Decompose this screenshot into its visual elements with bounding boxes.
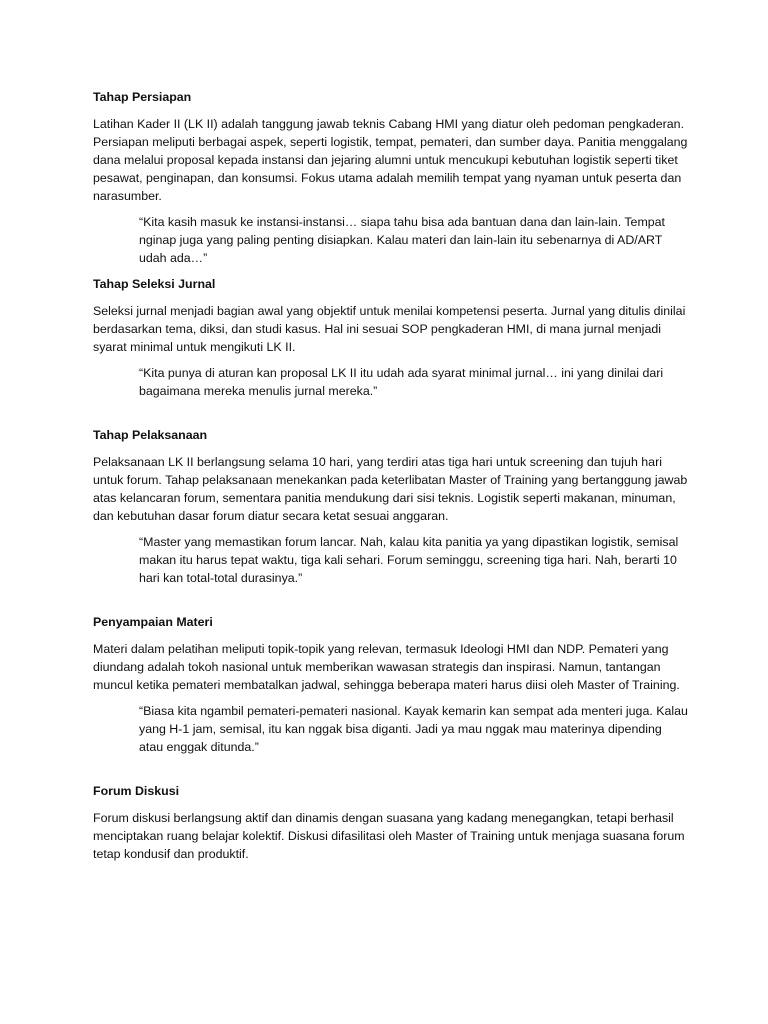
section-paragraph: Pelaksanaan LK II berlangsung selama 10 hari, yang terdiri atas tiga hari untuk screening dan tujuh hari untuk forum. Tahap pelaksanaan menekankan pada keterlibatan Master of Training yang bertanggung jawab atas kelancaran forum, sementara panitia mendukung dari sisi teknis. Logistik seperti makanan, minuman, dan kebutuhan dasar forum diatur secara ketat sesuai anggaran. xyxy=(93,455,688,523)
section-quote: “Master yang memastikan forum lancar. Nah, kalau kita panitia ya yang dipastikan logistik, semisal makan itu harus tepat waktu, tiga kali sehari. Forum seminggu, screening tiga hari. Nah, berarti 10 hari kan total-total durasinya.” xyxy=(139,535,679,585)
section-title: Tahap Persiapan xyxy=(93,90,192,104)
section-forum-diskusi xyxy=(93,782,688,863)
section-paragraph: Latihan Kader II (LK II) adalah tanggung jawab teknis Cabang HMI yang diatur oleh pedoman pengkaderan. Persiapan meliputi berbagai aspek, seperti logistik, tempat, pemateri, dan sumber daya. Panitia menggalang dana melalui proposal kepada instansi dan jejaring alumni untuk mencukupi kebutuhan logistik seperti tiket pesawat, penginapan, dan konsumsi. Fokus utama adalah memilih tempat yang nyaman untuk peserta dan narasumber. xyxy=(93,117,688,203)
spacer xyxy=(93,587,688,613)
section-quote: “Biasa kita ngambil pemateri-pemateri nasional. Kayak kemarin kan sempat ada menteri juga. Kalau yang H-1 jam, semisal, itu kan nggak bisa diganti. Jadi ya mau nggak mau materinya dipending atau enggak ditunda.” xyxy=(139,704,688,754)
section-quote: “Kita kasih masuk ke instansi-instansi… siapa tahu bisa ada bantuan dana dan lain-lain. Tempat nginap juga yang paling penting disiapkan. Kalau materi dan lain-lain itu sebenarnya di AD/ART udah ada…” xyxy=(139,215,665,265)
section-tahap-pelaksanaan xyxy=(93,426,688,587)
section-tahap-seleksi-jurnal xyxy=(93,275,688,400)
section-paragraph: Materi dalam pelatihan meliputi topik-topik yang relevan, termasuk Ideologi HMI dan NDP. Pemateri yang diundang adalah tokoh nasional untuk memberikan wawasan strategis dan inspirasi. Namun, tantangan muncul ketika pemateri membatalkan jadwal, sehingga beberapa materi harus diisi oleh Master of Training. xyxy=(93,642,680,692)
section-penyampaian-materi xyxy=(93,613,688,756)
section-title: Penyampaian Materi xyxy=(93,615,213,629)
section-paragraph: Seleksi jurnal menjadi bagian awal yang objektif untuk menilai kompetensi peserta. Jurnal yang ditulis dinilai berdasarkan tema, diksi, dan studi kasus. Hal ini sesuai SOP pengkaderan HMI, di mana jurnal menjadi syarat minimal untuk mengikuti LK II. xyxy=(93,304,686,354)
section-title: Tahap Seleksi Jurnal xyxy=(93,277,216,291)
section-tahap-persiapan xyxy=(93,88,688,267)
section-title: Forum Diskusi xyxy=(93,784,180,798)
section-paragraph: Forum diskusi berlangsung aktif dan dinamis dengan suasana yang kadang menegangkan, tetapi berhasil menciptakan ruang belajar kolektif. Diskusi difasilitasi oleh Master of Training untuk menjaga suasana forum tetap kondusif dan produktif. xyxy=(93,811,685,861)
spacer xyxy=(93,756,688,782)
section-quote: “Kita punya di aturan kan proposal LK II itu udah ada syarat minimal jurnal… ini yang dinilai dari bagaimana mereka menulis jurnal mereka.” xyxy=(139,366,664,398)
spacer xyxy=(93,267,688,275)
section-title: Tahap Pelaksanaan xyxy=(93,428,208,442)
spacer xyxy=(93,400,688,426)
